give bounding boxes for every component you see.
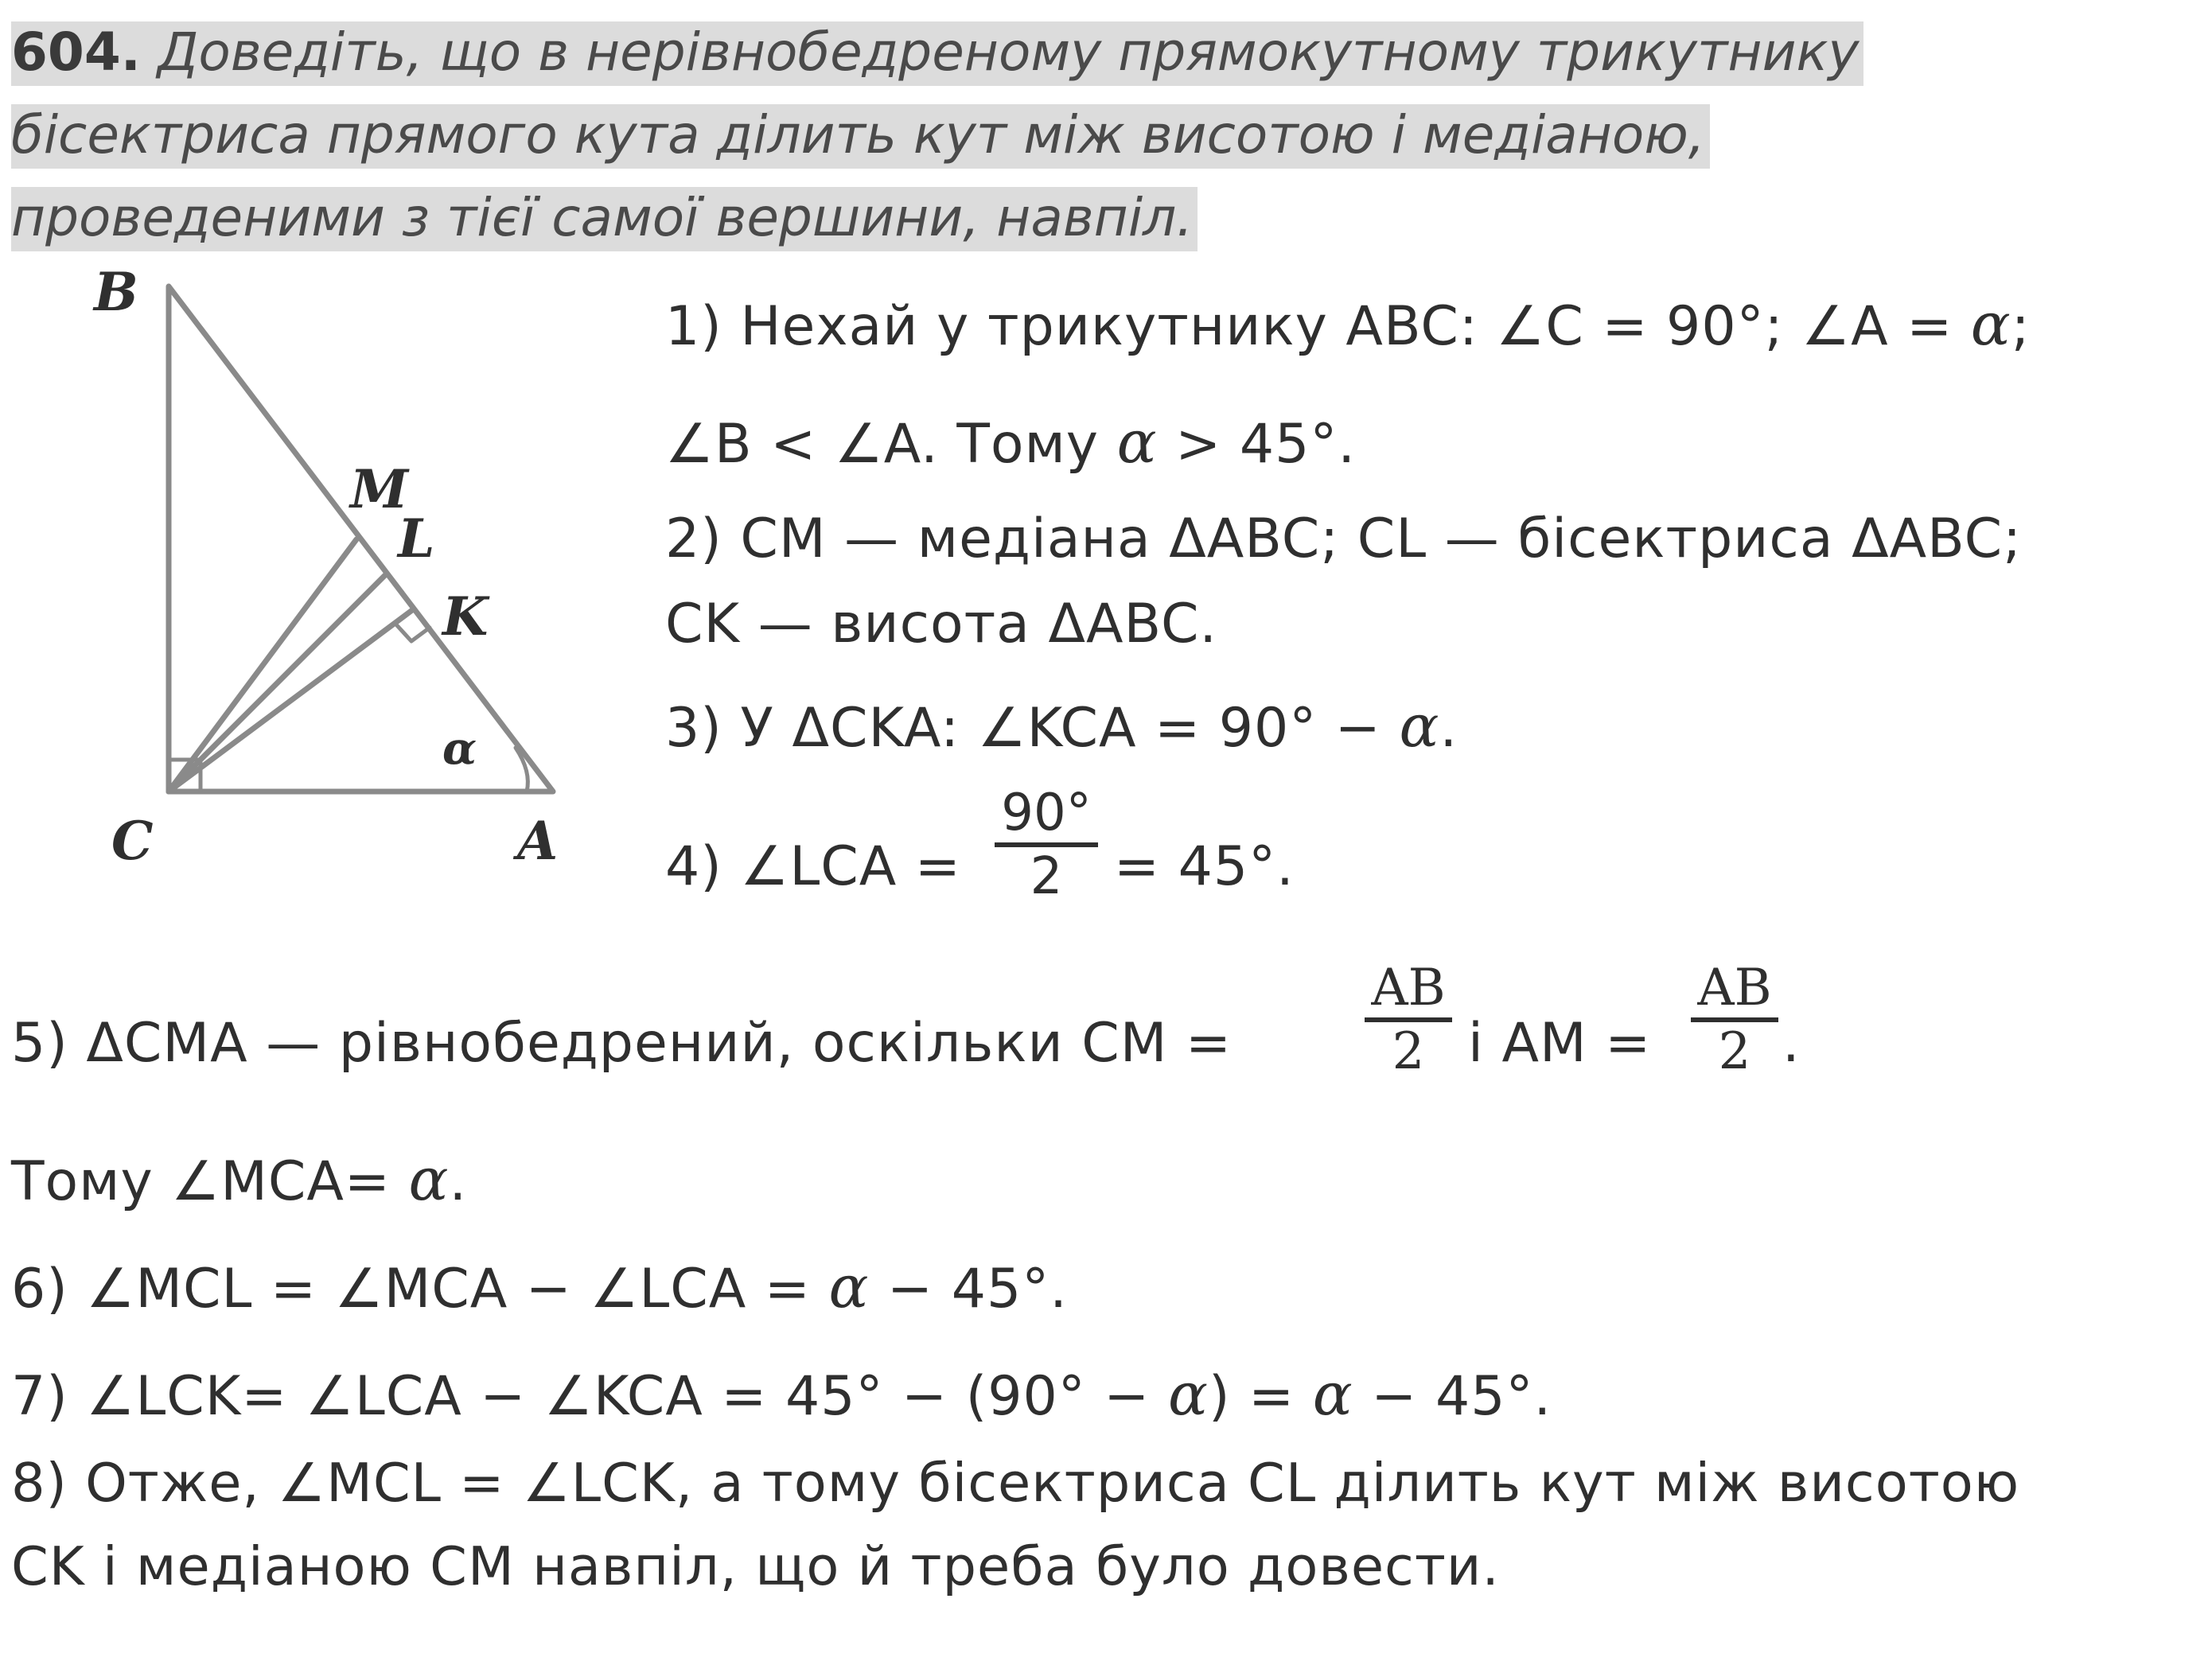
problem-statement bbox=[11, 11, 2128, 259]
step-4-right: = 45°. bbox=[1114, 835, 1295, 898]
step-1-line-1: 1) Нехай у трикутнику ABC: ∠C = 90°; ∠A = α; bbox=[665, 290, 2031, 359]
alpha-symbol: α bbox=[1970, 290, 2011, 359]
altitude-ck bbox=[169, 610, 412, 792]
alpha-symbol: α bbox=[1312, 1360, 1353, 1429]
step-5-conclusion: Тому ∠MCA= α. bbox=[11, 1146, 468, 1214]
step-2-line-2: CK — висота ΔABC. bbox=[665, 593, 1218, 655]
label-m: M bbox=[350, 458, 409, 520]
problem-line-3: проведеними з тієї самої вершини, навпіл. bbox=[11, 187, 1198, 251]
fraction-ab-over-2-first: AB 2 bbox=[1365, 959, 1452, 1081]
problem-line-1: 604. Доведіть, що в нерівнобедреному прямокутному трикутнику bbox=[11, 21, 1863, 86]
alpha-symbol: α bbox=[1399, 692, 1440, 760]
step-5-left: 5) ΔCMA — рівнобедрений, оскільки CM = bbox=[11, 1012, 1232, 1075]
step-2-line-1: 2) CM — медіана ΔABC; CL — бісектриса ΔABC; bbox=[665, 508, 2022, 570]
step-5-middle: і AM = bbox=[1468, 1012, 1652, 1075]
problem-number: 604. bbox=[11, 21, 141, 83]
problem-line-2: бісектриса прямого кута ділить кут між висотою і медіаною, bbox=[11, 104, 1710, 169]
step-4-left: 4) ∠LCA = bbox=[665, 835, 961, 898]
alpha-symbol: α bbox=[1168, 1360, 1209, 1429]
step-8-line-2: CK і медіаною CM навпіл, що й треба було довести. bbox=[11, 1535, 1500, 1597]
step-3: 3) У ΔCKA: ∠KCA = 90° − α. bbox=[665, 692, 1458, 760]
fraction-ab-over-2-second: AB 2 bbox=[1691, 959, 1778, 1081]
step-8-line-1: 8) Отже, ∠MCL = ∠LCK, а тому бісектриса CL ділить кут між висотою bbox=[11, 1452, 2020, 1514]
label-c: C bbox=[111, 810, 154, 872]
fraction-90-over-2: 90° 2 bbox=[995, 784, 1098, 906]
label-b: B bbox=[94, 263, 138, 323]
triangle-diagram bbox=[0, 263, 605, 899]
step-7: 7) ∠LCK= ∠LCA − ∠KCA = 45° − (90° − α) = α − 45°. bbox=[11, 1360, 1552, 1429]
step-5-end: . bbox=[1782, 1012, 1801, 1075]
alpha-symbol: α bbox=[828, 1253, 870, 1321]
label-alpha: α bbox=[442, 722, 477, 775]
alpha-symbol: α bbox=[1116, 408, 1158, 477]
step-1-line-2: ∠B < ∠A. Тому α > 45°. bbox=[665, 408, 1356, 477]
median-cm bbox=[169, 539, 356, 792]
label-a: A bbox=[517, 810, 559, 872]
alpha-symbol: α bbox=[408, 1146, 450, 1214]
step-6: 6) ∠MCL = ∠MCA − ∠LCA = α − 45°. bbox=[11, 1253, 1068, 1321]
label-l: L bbox=[398, 508, 435, 570]
label-k: K bbox=[442, 585, 489, 648]
